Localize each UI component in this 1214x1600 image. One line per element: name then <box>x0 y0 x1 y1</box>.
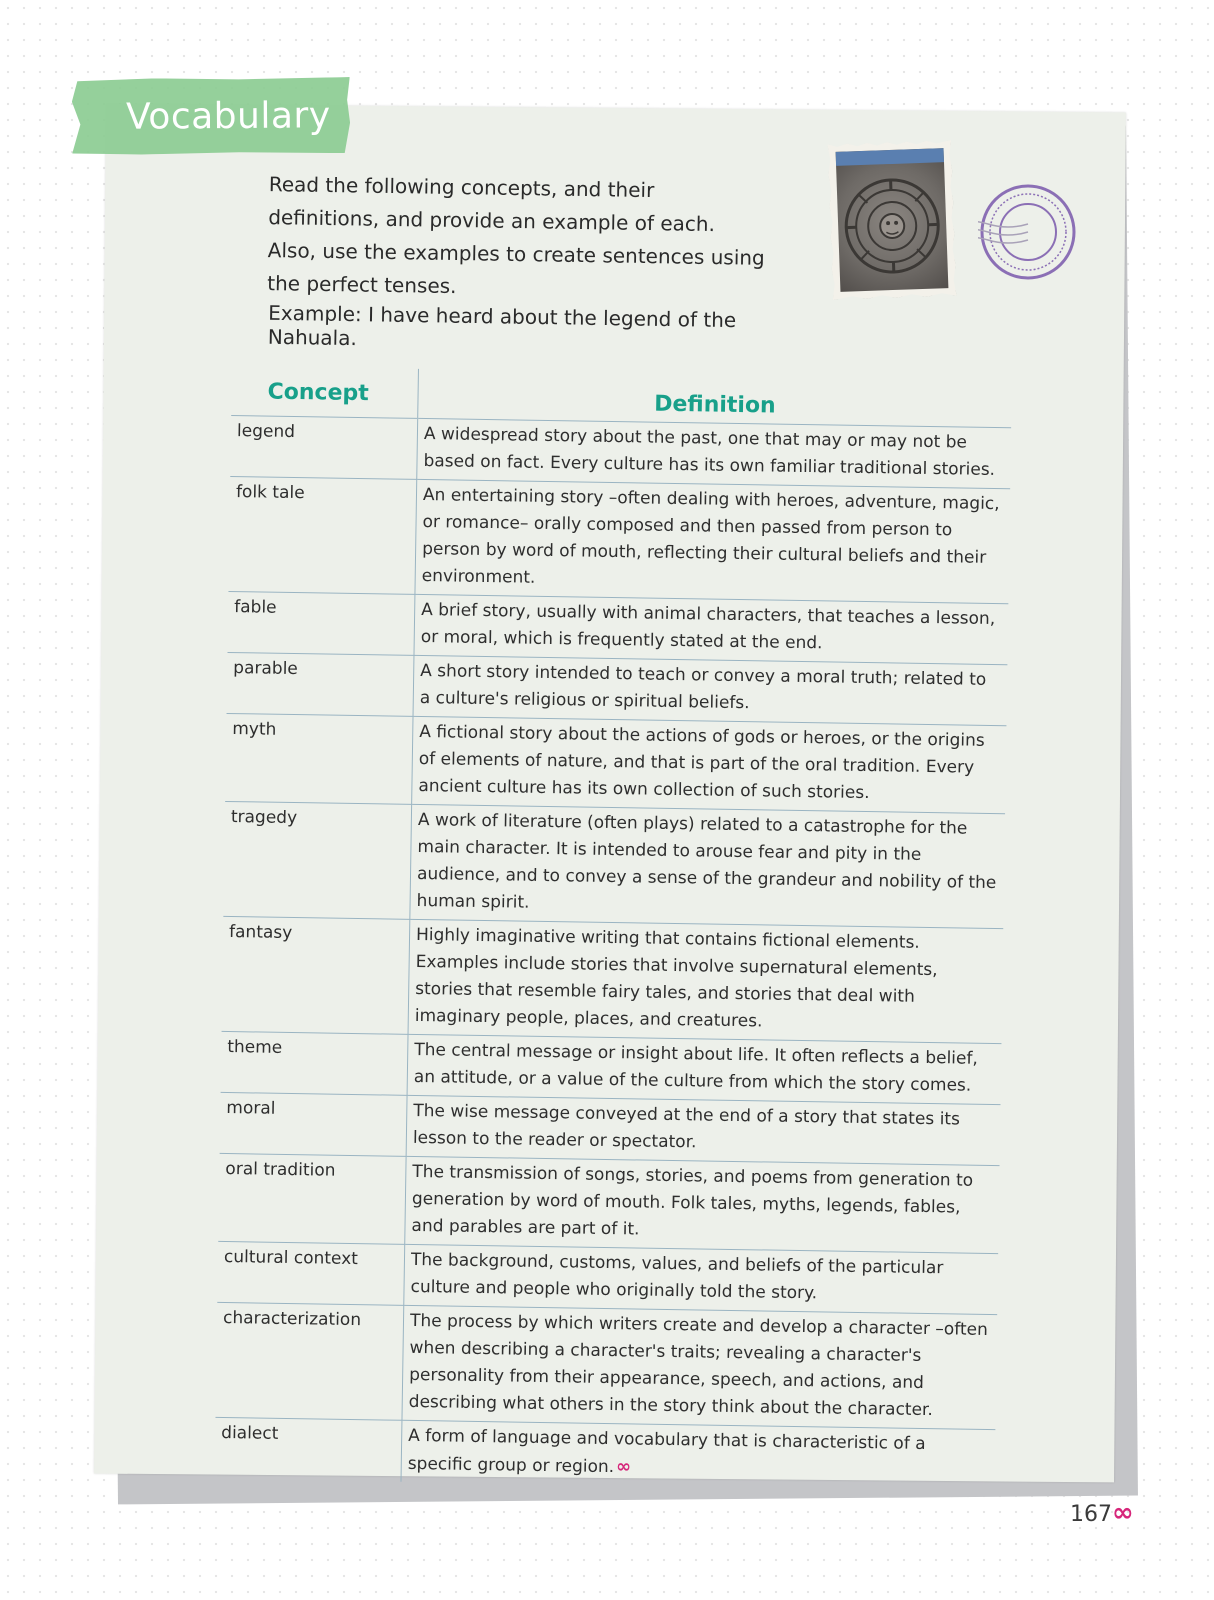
concept-cell: characterization <box>215 1302 403 1420</box>
table-row <box>228 476 1010 603</box>
aztec-calendar-stamp-icon <box>827 140 956 300</box>
page-title: Vocabulary <box>125 95 331 138</box>
table-row <box>223 801 1005 928</box>
table-row <box>215 1417 996 1491</box>
definition-text: A form of language and vocabulary that is characteristic of a specific group or region. <box>407 1425 926 1478</box>
definition-cell: A widespread story about the past, one that may or may not be based on fact. Every culture has its own familiar traditional stories. <box>417 418 1011 488</box>
page-number: 167 <box>1070 1502 1112 1527</box>
concept-cell: folk tale <box>228 476 416 594</box>
concept-cell: tragedy <box>223 801 411 919</box>
concept-cell: fable <box>227 591 414 655</box>
definition-cell: The transmission of songs, stories, and poems from generation to generation by word of mouth. Folk tales, myths, legends, fables, and parables are part of it. <box>405 1156 1000 1253</box>
swirl-logo-icon: ∞ <box>1112 1498 1134 1528</box>
definition-cell: The wise message conveyed at the end of a story that states its lesson to the reader or spectator. <box>406 1095 1000 1165</box>
concept-cell: parable <box>227 652 414 716</box>
concept-cell: theme <box>221 1031 408 1095</box>
table-row <box>218 1153 999 1253</box>
definition-cell: The central message or insight about life. It often reflects a belief, an attitude, or a value of the culture from which the story comes. <box>407 1034 1001 1104</box>
concept-cell: cultural context <box>217 1241 404 1305</box>
table-row <box>225 713 1006 813</box>
definition-cell: The background, customs, values, and beliefs of the particular culture and people who originally told the story. <box>404 1244 998 1314</box>
example-sentence: Example: I have heard about the legend of the Nahuala. <box>267 300 737 351</box>
concept-cell: oral tradition <box>218 1153 406 1244</box>
definition-cell: A fictional story about the actions of gods or heroes, or the origins of elements of nature, and that is part of the oral tradition. Every ancient culture has its own collection of such stories. <box>412 716 1007 813</box>
table-row <box>222 916 1004 1043</box>
definition-column-header: Definition <box>418 369 1012 428</box>
definition-cell: The process by which writers create and develop a character –often when describing a character's traits; revealing a character's personality from their appearance, speech, and actions, and describing what others in the story think about the character. <box>402 1305 997 1429</box>
definition-cell: A short story intended to teach or convey a moral truth; related to a culture's religious or spiritual beliefs. <box>413 655 1007 725</box>
concept-column-header: Concept <box>231 366 418 418</box>
concept-cell: myth <box>225 713 413 804</box>
definition-cell: An entertaining story –often dealing with heroes, adventure, magic, or romance– orally composed and then passed from person to person by word of mouth, reflecting their cultural beliefs and their environment. <box>415 479 1010 603</box>
instructions: Read the following concepts, and their definitions, and provide an example of each. Also, use the examples to create sentences using the perfect tenses. <box>267 172 765 299</box>
swirl-logo-icon: ∞ <box>615 1456 632 1478</box>
definition-cell: A brief story, usually with animal characters, that teaches a lesson, or moral, which is frequently stated at the end. <box>414 594 1008 664</box>
definition-cell: Highly imaginative writing that contains fictional elements. Examples include stories that involve supernatural elements, stories that resemble fairy tales, and stories that deal with imaginary people, places, and creatures. <box>408 919 1003 1043</box>
concept-cell: legend <box>230 415 417 479</box>
vocabulary-table <box>215 366 1012 1491</box>
table-row <box>215 1302 997 1429</box>
definition-cell: A work of literature (often plays) related to a catastrophe for the main character. It is intended to arouse fear and pity in the audience, and to convey a sense of the grandeur and nobility of the human spirit. <box>410 804 1005 928</box>
concept-cell: dialect <box>215 1417 402 1481</box>
postmark-icon <box>978 182 1078 282</box>
concept-cell: fantasy <box>222 916 410 1034</box>
concept-cell: moral <box>220 1092 407 1156</box>
definition-cell-last <box>401 1420 995 1491</box>
